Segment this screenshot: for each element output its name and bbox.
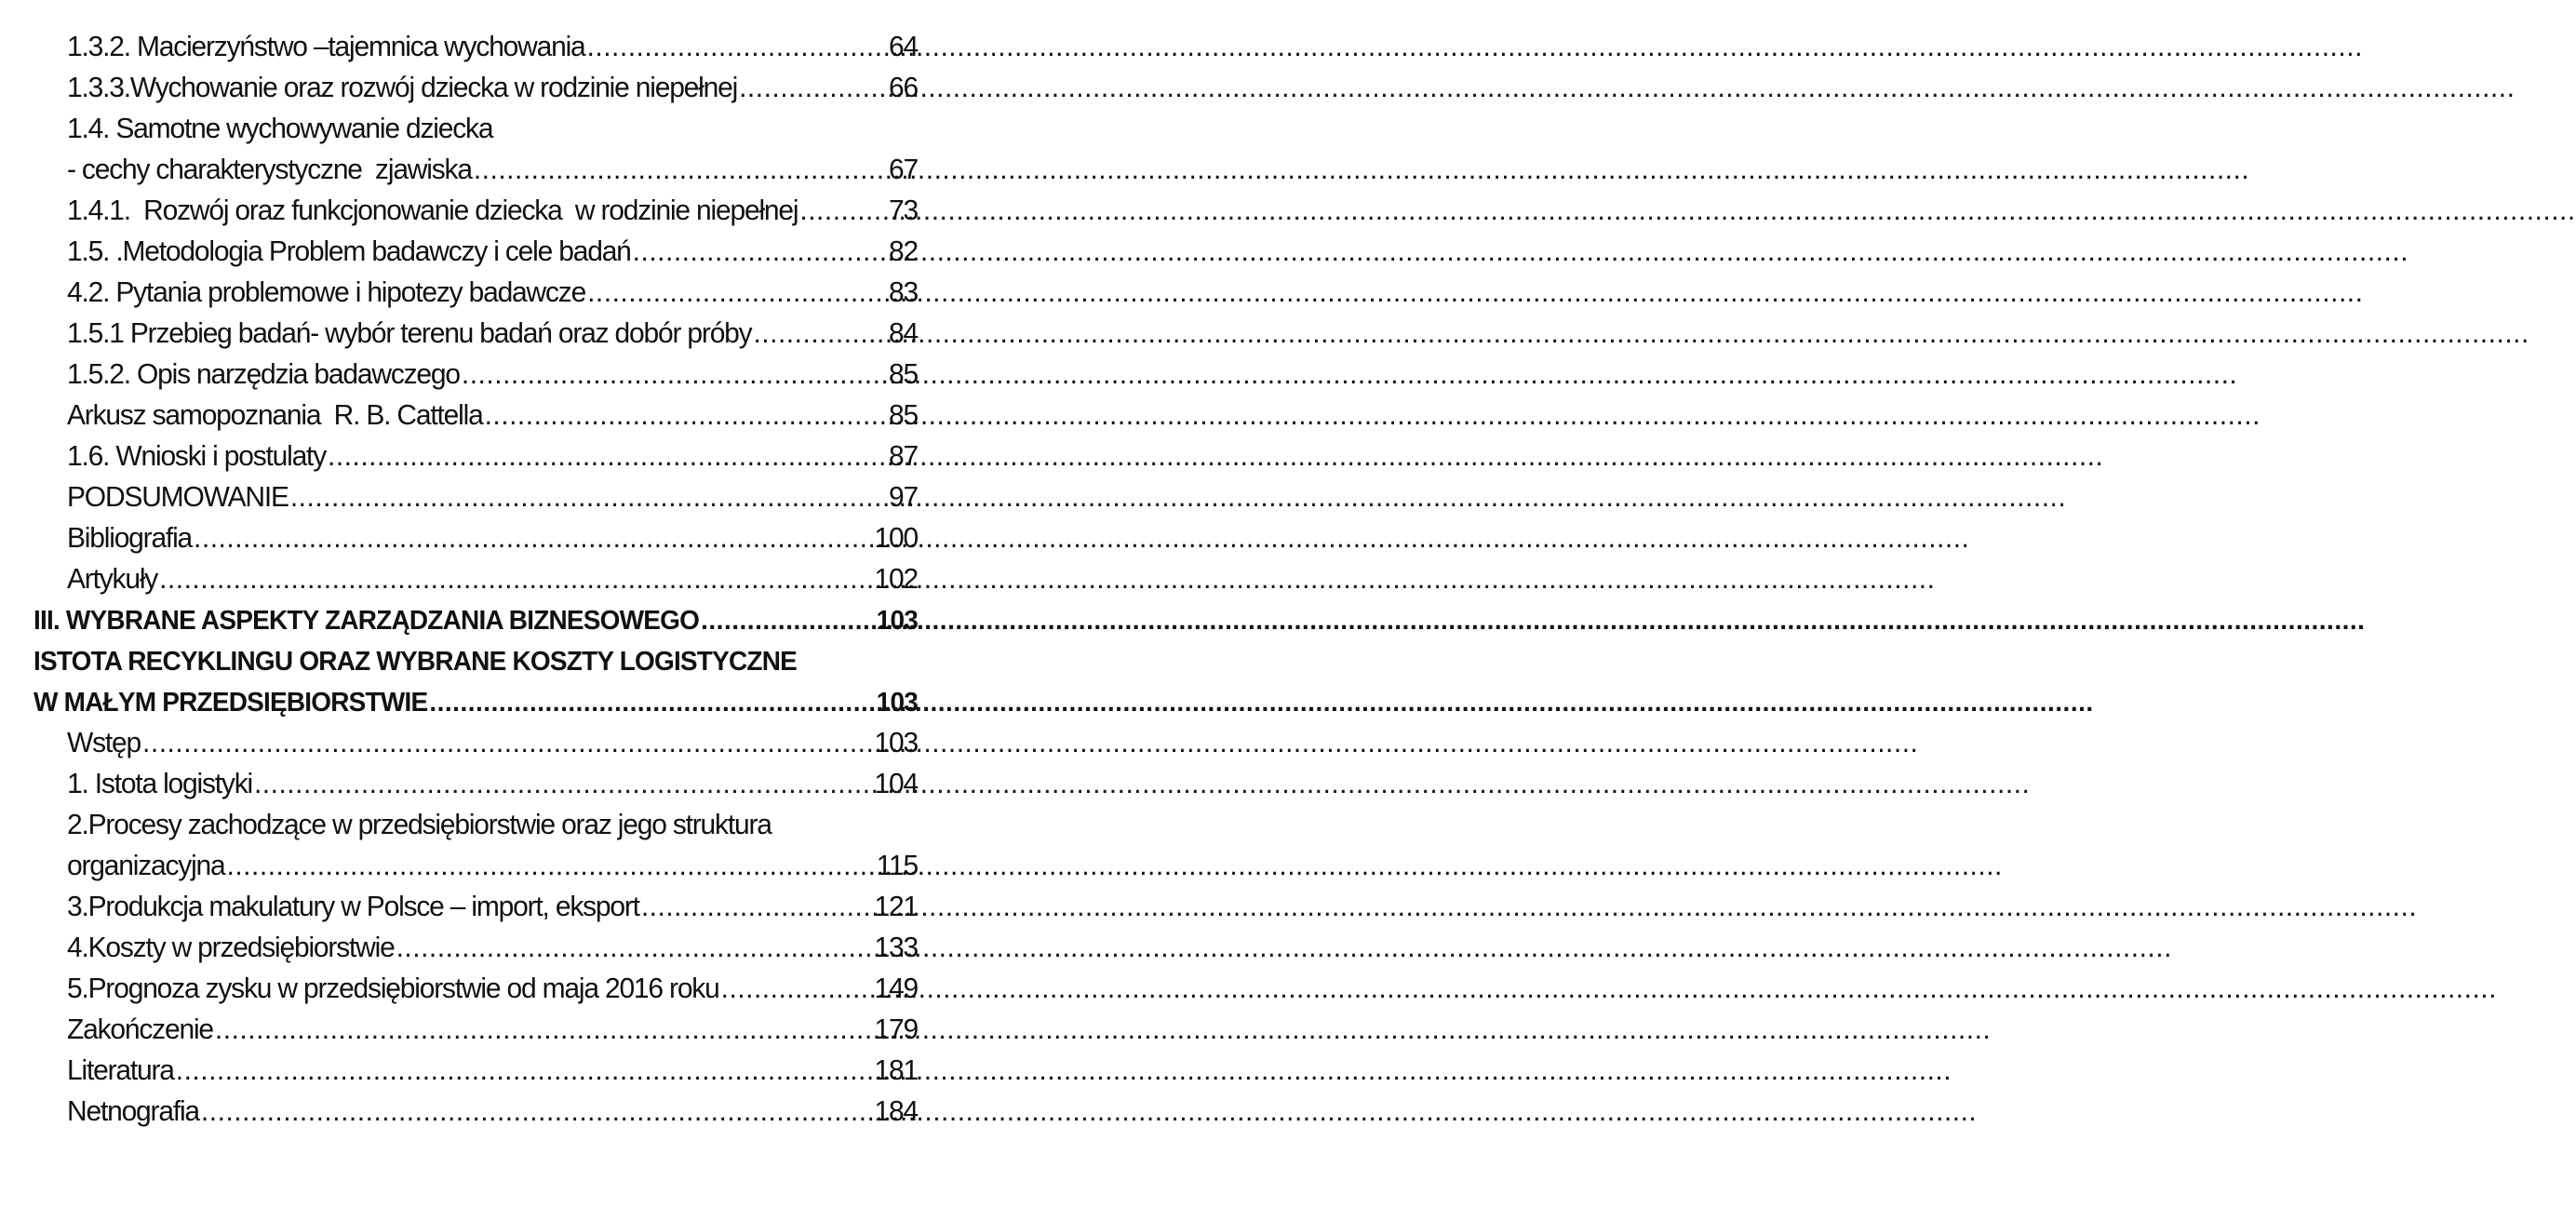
toc-dot-leader	[290, 477, 887, 519]
toc-page-number: 149	[874, 973, 918, 1005]
toc-page-number: 100	[874, 522, 918, 555]
toc-entry-title: - cechy charakterystyczne zjawiska	[67, 154, 472, 186]
toc-entry	[34, 436, 918, 478]
toc-entry	[34, 232, 918, 274]
toc-dot-leader	[474, 150, 887, 192]
toc-dot-leader	[142, 723, 873, 765]
table-of-contents	[34, 27, 918, 1133]
toc-entry-title: 1.5.2. Opis narzędzia badawczego	[67, 358, 460, 391]
toc-dot-leader	[227, 846, 875, 888]
toc-entry-title: organizacyjna	[67, 850, 225, 882]
toc-dot-leader	[201, 1092, 873, 1134]
toc-dot-leader	[587, 27, 887, 69]
toc-page-number: 179	[874, 1013, 918, 1046]
toc-page-number: 103	[874, 727, 918, 759]
toc-page-number: 133	[874, 932, 918, 964]
toc-entry	[34, 846, 918, 888]
toc-dot-leader	[721, 969, 873, 1011]
toc-page-number: 104	[874, 768, 918, 800]
toc-dot-leader	[215, 1010, 873, 1052]
toc-dot-leader	[799, 191, 887, 233]
toc-entry-title: 1.5. .Metodologia Problem badawczy i cele badań	[67, 235, 631, 268]
toc-dot-leader	[485, 396, 887, 437]
toc-entry-title: 1.6. Wnioski i postulaty	[67, 440, 326, 473]
toc-entry-title: 3.Produkcja makulatury w Polsce – import, eksport	[67, 891, 639, 923]
toc-entry	[34, 969, 918, 1011]
toc-entry	[34, 273, 918, 315]
toc-dot-leader	[429, 682, 874, 724]
toc-page-number: 115	[876, 850, 918, 882]
toc-page-number: 181	[874, 1054, 918, 1087]
toc-entry	[34, 887, 918, 929]
toc-entry-title: Bibliografia	[67, 522, 193, 555]
toc-page-number: 73	[889, 195, 918, 227]
toc-entry-title: Literatura	[67, 1054, 174, 1087]
toc-entry	[34, 27, 918, 69]
document-page	[0, 0, 981, 1221]
toc-page-number: 85	[889, 358, 918, 391]
toc-entry-title: 1.4.1. Rozwój oraz funkcjonowanie dziecka w rodzinie niepełnej	[67, 195, 798, 227]
toc-page-number: 87	[889, 440, 918, 473]
toc-entry	[34, 109, 918, 151]
toc-entry-title: 1. Istota logistyki	[67, 768, 252, 800]
toc-entry	[34, 314, 918, 356]
toc-page-number: 102	[874, 563, 918, 596]
toc-entry-title: 1.3.2. Macierzyństwo –tajemnica wychowania	[67, 31, 585, 63]
toc-page-number: 82	[889, 235, 918, 268]
toc-page-number: 184	[874, 1095, 918, 1128]
toc-dot-leader	[753, 314, 887, 356]
toc-dot-leader	[254, 764, 873, 806]
toc-entry	[34, 559, 918, 601]
toc-entry	[34, 682, 918, 724]
toc-dot-leader	[587, 273, 887, 315]
toc-entry-title: 1.4. Samotne wychowywanie dziecka	[67, 113, 493, 145]
toc-page-number: 84	[889, 317, 918, 350]
toc-page-number: 103	[876, 687, 918, 718]
toc-page-number: 85	[889, 399, 918, 432]
toc-entry	[34, 928, 918, 970]
toc-entry-title: Zakończenie	[67, 1013, 213, 1046]
toc-dot-leader	[641, 887, 873, 929]
toc-entry-title: PODSUMOWANIE	[67, 481, 288, 514]
toc-entry	[34, 150, 918, 192]
toc-entry-title: III. WYBRANE ASPEKTY ZARZĄDZANIA BIZNESOWEGO	[34, 605, 700, 636]
toc-entry	[34, 764, 918, 806]
toc-entry-title: 2.Procesy zachodzące w przedsiębiorstwie oraz jego struktura	[67, 809, 771, 841]
toc-entry	[34, 641, 918, 683]
toc-entry	[34, 477, 918, 519]
toc-page-number: 66	[889, 72, 918, 104]
toc-dot-leader	[396, 928, 873, 970]
toc-page-number: 97	[889, 481, 918, 514]
toc-entry-title: Wstęp	[67, 727, 141, 759]
toc-entry-title: 4.Koszty w przedsiębiorstwie	[67, 932, 395, 964]
toc-page-number: 67	[889, 154, 918, 186]
toc-entry	[34, 396, 918, 437]
toc-entry	[34, 355, 918, 396]
toc-entry	[34, 518, 918, 560]
toc-entry-title: W MAŁYM PRZEDSIĘBIORSTWIE	[34, 687, 428, 718]
toc-entry-title: 5.Prognoza zysku w przedsiębiorstwie od maja 2016 roku	[67, 973, 719, 1005]
toc-entry	[34, 191, 918, 233]
toc-entry-title: 1.3.3.Wychowanie oraz rozwój dziecka w rodzinie niepełnej	[67, 72, 738, 104]
toc-dot-leader	[633, 232, 887, 274]
toc-dot-leader	[739, 68, 887, 110]
toc-entry-title: Netnografia	[67, 1095, 199, 1128]
toc-dot-leader	[462, 355, 887, 396]
toc-dot-leader	[176, 1051, 873, 1093]
toc-entry	[34, 723, 918, 765]
toc-entry-title: ISTOTA RECYKLINGU ORAZ WYBRANE KOSZTY LOGISTYCZNE	[34, 646, 798, 677]
toc-dot-leader	[328, 436, 887, 478]
toc-entry-title: Artykuły	[67, 563, 158, 596]
toc-dot-leader	[701, 600, 875, 642]
toc-entry	[34, 1010, 918, 1052]
toc-page-number: 83	[889, 276, 918, 309]
toc-page-number: 103	[876, 605, 918, 636]
toc-entry	[34, 805, 918, 847]
toc-entry	[34, 1051, 918, 1093]
toc-entry	[34, 1092, 918, 1134]
toc-entry-title: 1.5.1 Przebieg badań- wybór terenu badań oraz dobór próby	[67, 317, 752, 350]
toc-entry	[34, 600, 918, 642]
toc-entry-title: Arkusz samopoznania R. B. Cattella	[67, 399, 483, 432]
toc-page-number: 64	[889, 31, 918, 63]
toc-entry-title: 4.2. Pytania problemowe i hipotezy badawcze	[67, 276, 586, 309]
toc-dot-leader	[159, 559, 872, 601]
toc-entry	[34, 68, 918, 110]
toc-page-number: 121	[874, 891, 918, 923]
toc-dot-leader	[194, 518, 873, 560]
